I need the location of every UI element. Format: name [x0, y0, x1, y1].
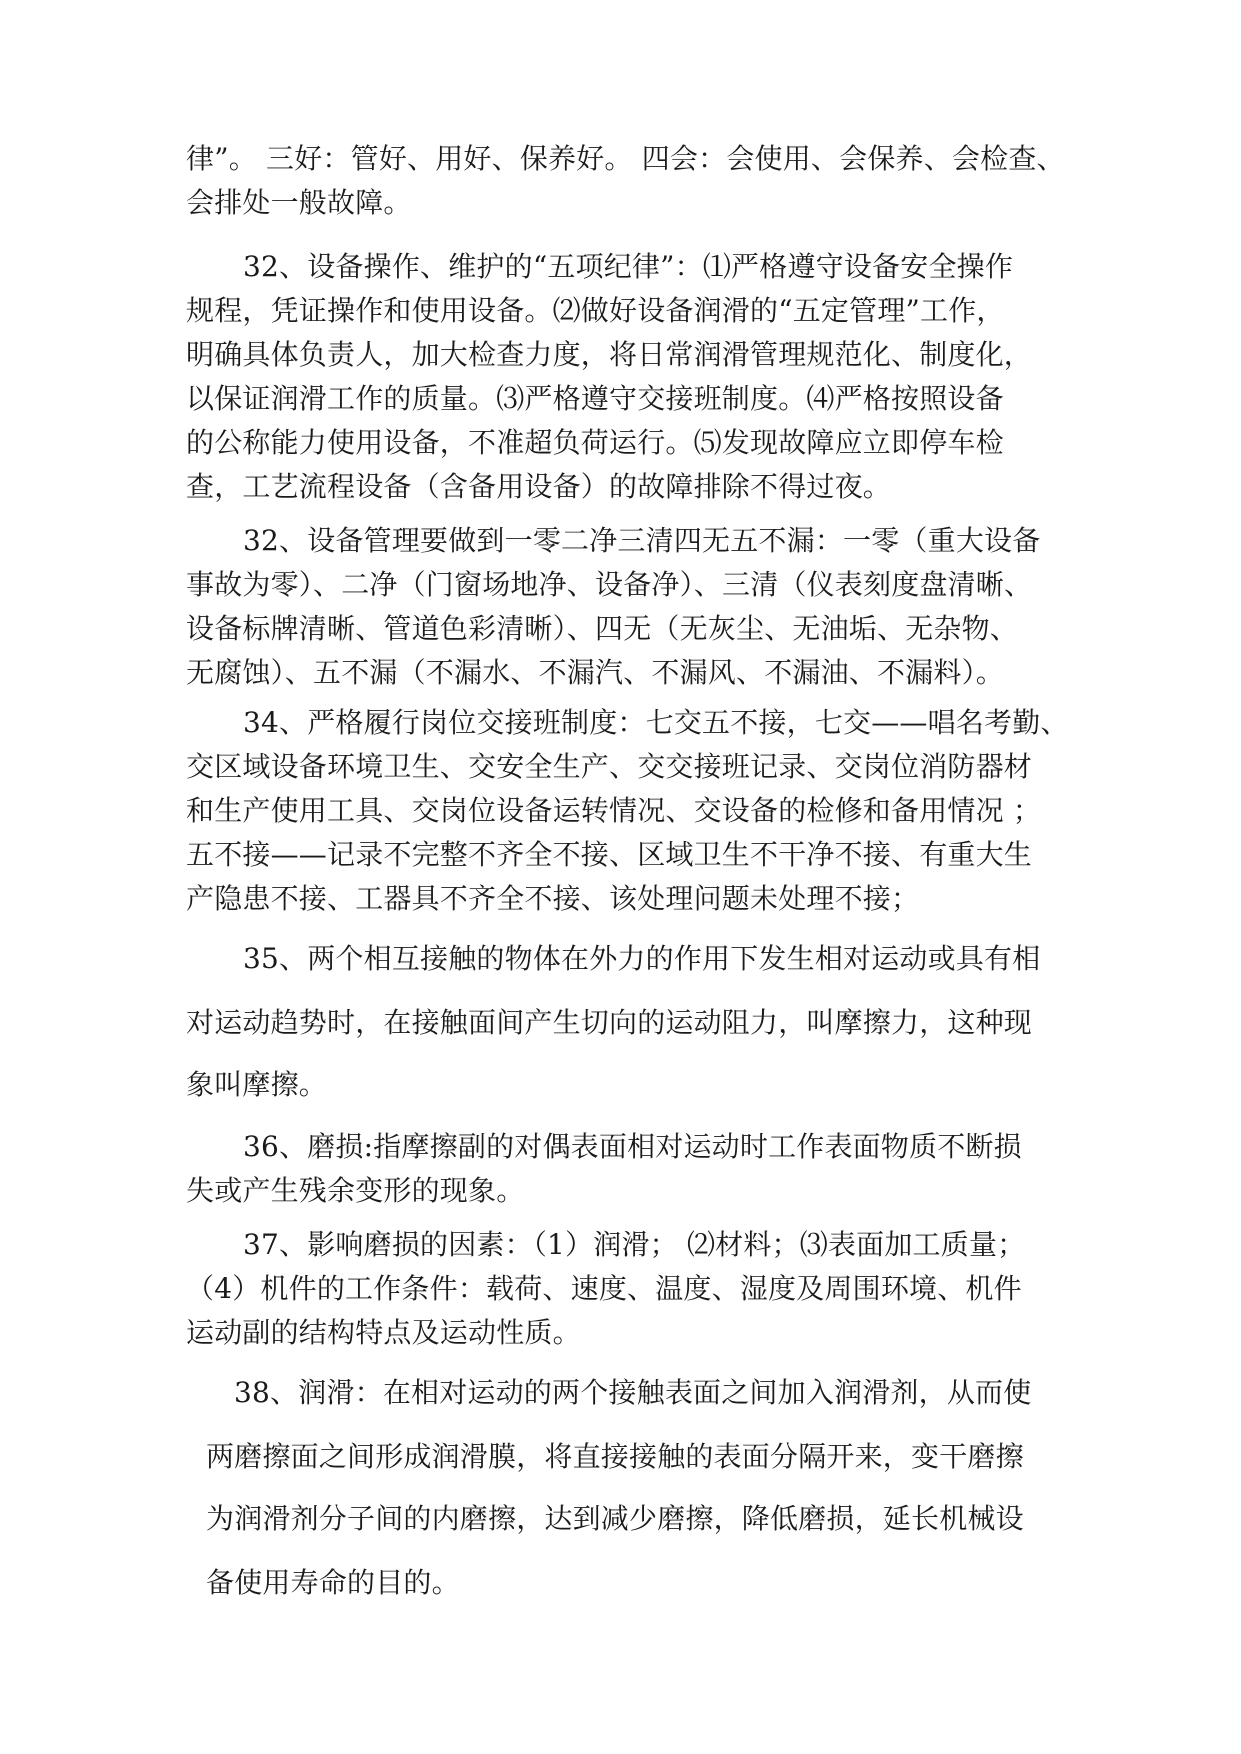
- text-line: 象叫摩擦。: [186, 1068, 328, 1101]
- text-line: 以保证润滑工作的质量。⑶严格遵守交接班制度。⑷严格按照设备: [186, 382, 1004, 415]
- text-line: 事故为零）、二净（门窗场地净、设备净）、三清（仪表刻度盘清晰、: [186, 568, 1033, 601]
- text-line: 失或产生残余变形的现象。: [186, 1174, 525, 1207]
- text-line: （4）机件的工作条件：载荷、速度、温度、湿度及周围环境、机件: [186, 1272, 1022, 1305]
- text-line: 产隐患不接、工器具不齐全不接、该处理问题未处理不接；: [186, 882, 920, 915]
- text-line: 36、磨损:指摩擦副的对偶表面相对运动时工作表面物质不断损: [243, 1130, 1022, 1163]
- text-line: 备使用寿命的目的。: [206, 1566, 460, 1599]
- text-line: 设备标牌清晰、管道色彩清晰）、四无（无灰尘、无油垢、无杂物、: [186, 612, 1019, 645]
- text-line: 32、设备操作、维护的“五项纪律”：⑴严格遵守设备安全操作: [243, 250, 1014, 283]
- text-line: 五不接——记录不完整不齐全不接、区域卫生不干净不接、有重大生: [186, 838, 1033, 871]
- text-line: 两磨擦面之间形成润滑膜，将直接接触的表面分隔开来，变干磨擦: [206, 1440, 1024, 1473]
- text-line: 35、两个相互接触的物体在外力的作用下发生相对运动或具有相: [243, 942, 1041, 975]
- text-line: 为润滑剂分子间的内磨擦，达到减少磨擦，降低磨损，延长机械设: [206, 1502, 1024, 1535]
- text-line: 34、严格履行岗位交接班制度：七交五不接，七交——唱名考勤、: [243, 706, 1069, 739]
- text-line: 规程，凭证操作和使用设备。⑵做好设备润滑的“五定管理”工作，: [186, 294, 1005, 327]
- text-line: 对运动趋势时，在接触面间产生切向的运动阻力，叫摩擦力，这种现: [186, 1006, 1033, 1039]
- text-line: 32、设备管理要做到一零二净三清四无五不漏：一零（重大设备: [243, 524, 1041, 557]
- text-line: 明确具体负责人，加大检查力度，将日常润滑管理规范化、制度化，: [186, 338, 1033, 371]
- text-line: 的公称能力使用设备，不准超负荷运行。⑸发现故障应立即停车检: [186, 426, 1004, 459]
- text-line: 律”。 三好：管好、用好、保养好。 四会：会使用、会保养、会检查、: [186, 142, 1065, 175]
- text-line: 37、影响磨损的因素：（1）润滑； ⑵材料；⑶表面加工质量；: [243, 1228, 1026, 1261]
- text-line: 会排处一般故障。: [186, 186, 412, 219]
- text-line: 交区域设备环境卫生、交安全生产、交交接班记录、交岗位消防器材: [186, 750, 1033, 783]
- text-line: 查，工艺流程设备（含备用设备）的故障排除不得过夜。: [186, 470, 892, 503]
- text-line: 和生产使用工具、交岗位设备运转情况、交设备的检修和备用情况 ；: [186, 794, 1042, 827]
- text-line: 无腐蚀）、五不漏（不漏水、不漏汽、不漏风、不漏油、不漏料）。: [186, 656, 1005, 689]
- text-line: 38、润滑：在相对运动的两个接触表面之间加入润滑剂，从而使: [234, 1376, 1032, 1409]
- text-line: 运动副的结构特点及运动性质。: [186, 1316, 581, 1349]
